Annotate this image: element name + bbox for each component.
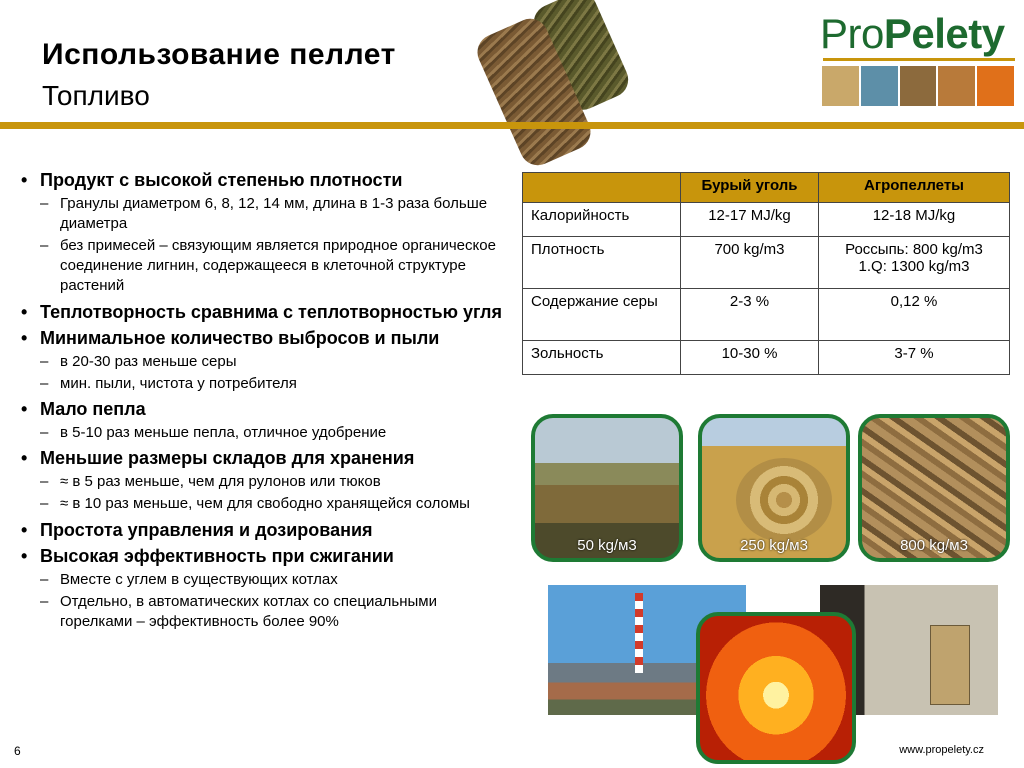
sub-bullet-item: – ≈ в 10 раз меньше, чем для свободно хранящейся соломы bbox=[20, 494, 510, 514]
sub-bullet-item: – ≈ в 5 раз меньше, чем для рулонов или тюков bbox=[20, 472, 510, 492]
footer-url: www.propelety.cz bbox=[899, 744, 984, 756]
bullet-item: • Минимальное количество выбросов и пыли bbox=[20, 326, 510, 350]
sub-bullet-item: – без примесей – связующим является природное органическое соединение лигнин, содержащееся в клеточной структуре растений bbox=[20, 236, 510, 296]
table-row bbox=[523, 237, 1010, 289]
comparison-table bbox=[522, 172, 1010, 375]
sub-bullet-item: – Вместе с углем в существующих котлах bbox=[20, 570, 510, 590]
bullet-list bbox=[20, 168, 510, 632]
bullet-item: • Мало пепла bbox=[20, 397, 510, 421]
bale-shape bbox=[736, 458, 832, 542]
propelety-logo bbox=[820, 10, 1005, 58]
table-cell: Зольность bbox=[523, 341, 681, 375]
logo-part-pelety: Pelety bbox=[883, 10, 1005, 57]
density-caption: 800 kg/м3 bbox=[900, 537, 968, 554]
table-cell: Плотность bbox=[523, 237, 681, 289]
bullet-item: • Меньшие размеры складов для хранения bbox=[20, 446, 510, 470]
table-row bbox=[523, 203, 1010, 237]
table-row bbox=[523, 289, 1010, 341]
bullet-item: • Продукт с высокой степенью плотности bbox=[20, 168, 510, 192]
fire-photo bbox=[696, 612, 856, 764]
table-header-row bbox=[523, 173, 1010, 203]
sub-bullet-item: – Гранулы диаметром 6, 8, 12, 14 мм, длина в 1-3 раза больше диаметра bbox=[20, 194, 510, 234]
chimney-shape bbox=[635, 593, 643, 673]
logo-strip-photo bbox=[977, 66, 1014, 106]
table-cell: 2-3 % bbox=[681, 289, 819, 341]
density-caption: 50 kg/м3 bbox=[577, 537, 637, 554]
table-cell: 12-17 MJ/kg bbox=[681, 203, 819, 237]
sub-bullet-item: – в 20-30 раз меньше серы bbox=[20, 352, 510, 372]
header-rule bbox=[0, 122, 1024, 129]
slide-subtitle: Топливо bbox=[42, 80, 150, 111]
straw-bale-photo bbox=[698, 414, 850, 562]
logo-strip-photo bbox=[938, 66, 975, 106]
table-row bbox=[523, 341, 1010, 375]
bullet-item: • Простота управления и дозирования bbox=[20, 518, 510, 542]
table-cell: 700 kg/m3 bbox=[681, 237, 819, 289]
slide-title: Использование пеллет bbox=[42, 38, 396, 71]
table-header-cell: Бурый уголь bbox=[681, 173, 819, 203]
straw-pile-photo bbox=[531, 414, 683, 562]
density-caption: 250 kg/м3 bbox=[740, 537, 808, 554]
logo-photo-strip bbox=[822, 66, 1014, 106]
table-cell: 12-18 MJ/kg bbox=[819, 203, 1010, 237]
table-cell: 10-30 % bbox=[681, 341, 819, 375]
boiler-unit-shape bbox=[930, 625, 970, 705]
logo-strip-photo bbox=[822, 66, 859, 106]
page-number: 6 bbox=[14, 744, 21, 758]
table-header-cell bbox=[523, 173, 681, 203]
logo-strip-photo bbox=[861, 66, 898, 106]
logo-part-pro: Pro bbox=[820, 10, 884, 57]
table-cell: 3-7 % bbox=[819, 341, 1010, 375]
logo-strip-photo bbox=[900, 66, 937, 106]
table-cell: Содержание серы bbox=[523, 289, 681, 341]
table-cell: Калорийность bbox=[523, 203, 681, 237]
sub-bullet-item: – в 5-10 раз меньше пепла, отличное удобрение bbox=[20, 423, 510, 443]
bullet-item: • Теплотворность сравнима с теплотворностью угля bbox=[20, 300, 510, 324]
table-cell: 0,12 % bbox=[819, 289, 1010, 341]
table-cell: Россыпь: 800 kg/m3 1.Q: 1300 kg/m3 bbox=[819, 237, 1010, 289]
sub-bullet-item: – Отдельно, в автоматических котлах со специальными горелками – эффективность более 90% bbox=[20, 592, 510, 632]
logo-underline bbox=[823, 58, 1015, 61]
bullet-item: • Высокая эффективность при сжигании bbox=[20, 544, 510, 568]
sub-bullet-item: – мин. пыли, чистота у потребителя bbox=[20, 374, 510, 394]
table-header-cell: Агропеллеты bbox=[819, 173, 1010, 203]
pellets-photo bbox=[858, 414, 1010, 562]
